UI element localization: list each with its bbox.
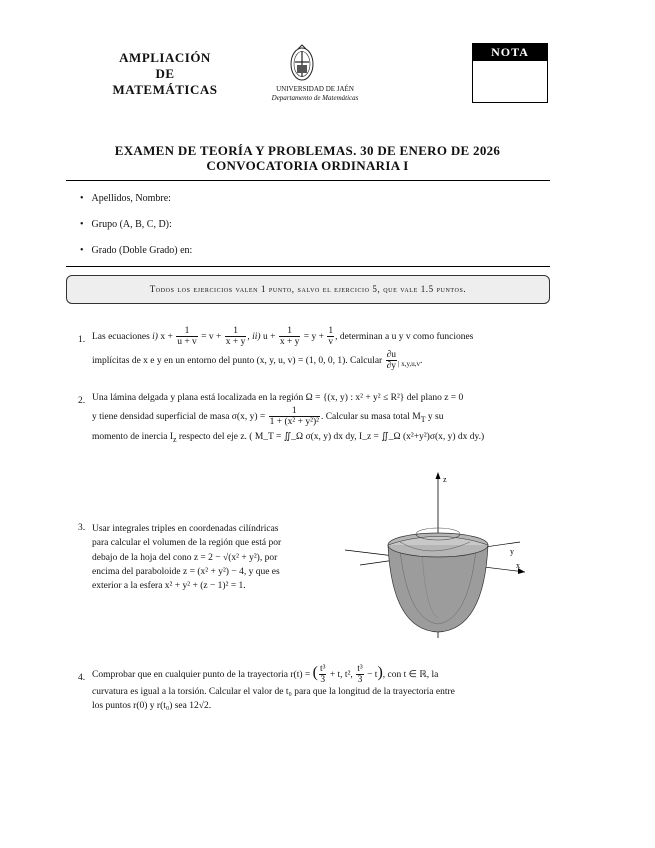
region-3d-figure (330, 470, 530, 640)
z-axis-arrow-icon (436, 472, 441, 479)
y-axis-label: y (510, 547, 514, 556)
problem-2: Una lámina delgada y plana está localizada en la región Ω = {(x, y) : x² + y² ≤ R²} del plano z = 0 y tiene densidad superficial de masa σ(x, y) = $\frac{1}{\text{1 + (x² + y²)²}}$ . Calcular su masa total $M_T$ y su momento de inercia $I_z$ respecto del eje z. ( M_T = ∬_Ω σ(x, y) dx dy, I_z = ∬_Ω (x²+y²)σ(x, y) dx dy.) (92, 392, 552, 445)
problem-1-number: 1. (78, 335, 86, 345)
problem-1-text-c: implícitas de x e y en un entorno del punto (x, y, u, v) = (1, 0, 0, 1). Calcular (92, 356, 383, 366)
grade-box (472, 43, 548, 103)
paraboloid-surface (388, 545, 488, 632)
problem-3 (92, 522, 352, 593)
problem-4-text-d: los puntos r(0) y r(t₀) sea 12√2. (92, 700, 212, 711)
name-field-label: Apellidos, Nombre: (91, 193, 171, 204)
problem-2-text-a: Una lámina delgada y plana está localizada en la región Ω = {(x, y) : x² + y² ≤ R²} del plano z = 0 (92, 393, 464, 403)
group-field-label: Grupo (A, B, C, D): (91, 219, 172, 230)
university-caption (255, 85, 375, 103)
grade-label: NOTA (473, 44, 547, 61)
bullet-icon: • (80, 219, 84, 230)
z-axis-label: z (443, 475, 447, 484)
problem-2-text-f: respecto del eje z. ( (176, 431, 253, 442)
problem-4-text-a: Comprobar que en cualquier punto de la trayectoria r(t) = (92, 670, 311, 680)
problem-3-line-2: para calcular el volumen de la región que está por (92, 538, 282, 549)
group-field[interactable] (80, 219, 172, 230)
problem-2-text-d: y su (425, 411, 444, 422)
problem-3-line-4: encima del paraboloide z = (x² + y²) − 4, y que es (92, 566, 280, 577)
subject-line-1: AMPLIACIÓN (119, 50, 211, 65)
name-field[interactable] (80, 193, 171, 204)
subject-line-3: MATEMÁTICAS (112, 82, 218, 97)
scoring-notice: Todos los ejercicios valen 1 punto, salvo el ejercicio 5, que vale 1.5 puntos. (66, 275, 550, 304)
bullet-icon: • (80, 245, 84, 256)
problem-2-text-e: momento de inercia I (92, 431, 173, 442)
problem-2-number: 2. (78, 396, 86, 406)
problem-4-number: 4. (78, 673, 86, 683)
degree-field-label: Grado (Doble Grado) en: (91, 245, 193, 256)
problem-1-text-b: , determinan a u y v como funciones (335, 332, 474, 343)
problem-1-text-a: Las ecuaciones (92, 332, 153, 343)
exam-title (60, 143, 555, 173)
problem-4-text-b: , con t ∈ ℝ, la (382, 670, 439, 680)
problem-3-line-1: Usar integrales triples en coordenadas cilíndricas (92, 524, 279, 534)
bullet-icon: • (80, 193, 84, 204)
problem-3-line-5: exterior a la esfera x² + y² + (z − 1)² = 1. (92, 581, 246, 591)
divider-top (66, 180, 550, 181)
university-seal-icon (290, 40, 314, 90)
problem-1: Las ecuaciones i) x + $\frac{1}{u + v}$ = v + $\frac{1}{x + y}$ , ii) u + $\frac{1}{x + y}$ = y + $\frac{1}{v}$ , determinan a u y v como funciones implícitas de x e y en un entorno del punto (x, y, u, v) = (1, 0, 0, 1). Calcular $\frac{\partial u}{\partial y}$ $_{| x,y,u,v}$. (92, 326, 474, 372)
x-axis-label: x (516, 561, 520, 570)
degree-field[interactable] (80, 245, 192, 256)
exam-title-line-2: CONVOCATORIA ORDINARIA I (206, 158, 409, 173)
subject-title (100, 50, 230, 98)
problem-4-text-c: curvatura es igual a la torsión. Calcular el valor de t₀ para que la longitud de la trayectoria entre (92, 686, 455, 697)
divider-bottom (66, 266, 550, 267)
problem-2-text-c: . Calcular su masa total M (320, 411, 421, 422)
problem-3-number: 3. (78, 523, 86, 533)
subject-line-2: DE (155, 66, 175, 81)
university-name: UNIVERSIDAD DE JAÉN (276, 85, 354, 93)
problem-2-text-b: y tiene densidad superficial de masa σ(x, y) = (92, 411, 266, 422)
problem-3-line-3: debajo de la hoja del cono z = 2 − √(x² + y²), por (92, 552, 278, 563)
problem-4: Comprobar que en cualquier punto de la trayectoria r(t) = ( $\frac{\text{t³}}{3}$ + t, t², $\frac{\text{t³}}{3}$ − t), con t ∈ ℝ, la curvatura es igual a la torsión. Calcular el valor de t₀ para que la longitud de la trayectoria entre los puntos r(0) y r(t₀) sea 12√2. (92, 661, 552, 713)
problem-2-formula: M_T = ∬_Ω σ(x, y) dx dy, I_z = ∬_Ω (x²+y²)σ(x, y) dx dy.) (254, 431, 485, 442)
department-name: Departamento de Matemáticas (271, 94, 359, 102)
exam-title-line-1: EXAMEN DE TEORÍA Y PROBLEMAS. 30 DE ENERO DE 2026 (114, 143, 501, 158)
